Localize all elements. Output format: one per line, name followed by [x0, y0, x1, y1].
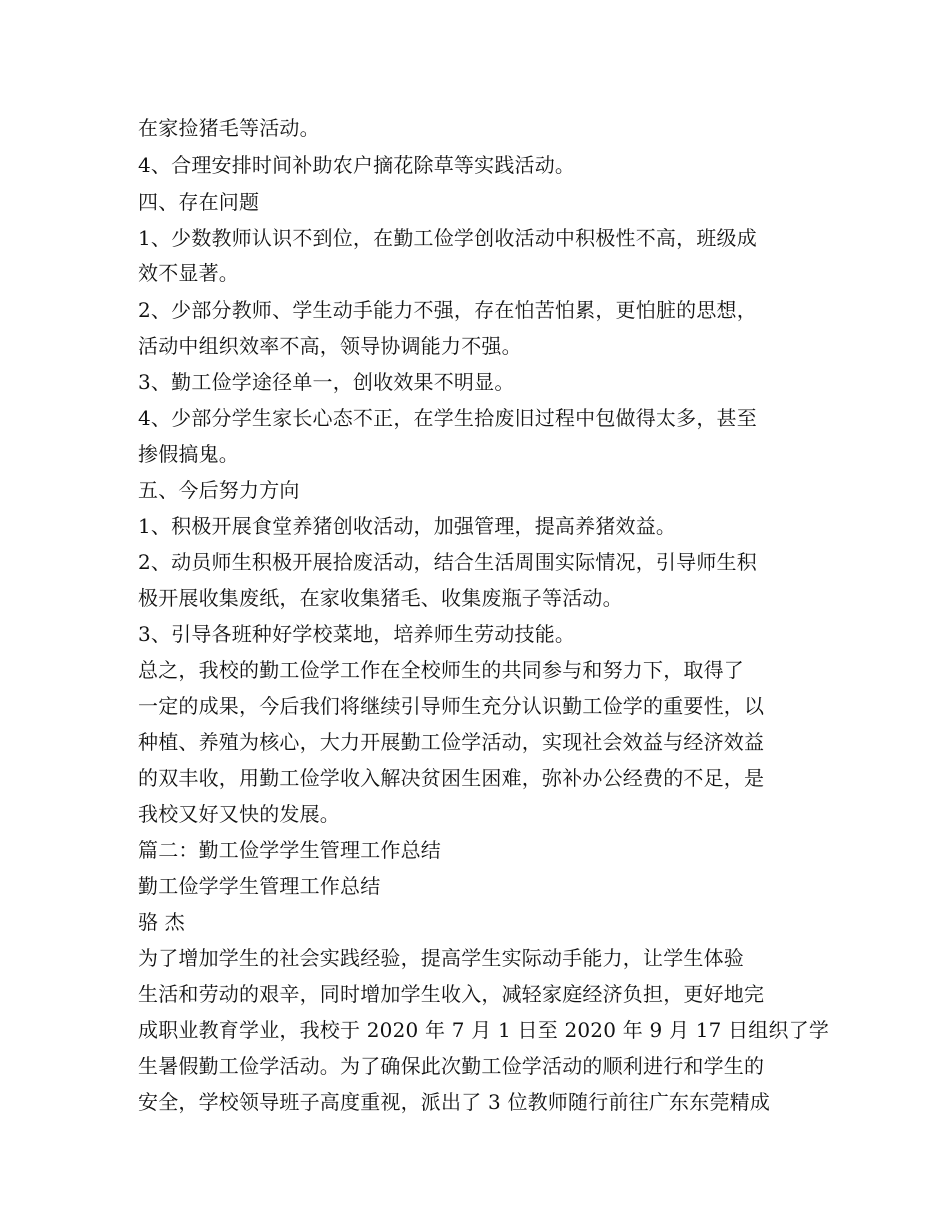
article-title: 篇二：勤工俭学学生管理工作总结 — [138, 838, 441, 862]
article-subtitle: 勤工俭学学生管理工作总结 — [138, 874, 381, 898]
section-heading: 五、今后努力方向 — [138, 478, 300, 502]
text-line: 为了增加学生的社会实践经验，提高学生实际动手能力，让学生体验 — [138, 946, 744, 970]
text-line: 3、引导各班种好学校菜地，培养师生劳动技能。 — [138, 622, 576, 646]
text-line: 安全，学校领导班子高度重视，派出了 3 位教师随行前往广东东莞精成 — [138, 1090, 771, 1114]
text-line: 一定的成果，今后我们将继续引导师生充分认识勤工俭学的重要性，以 — [138, 694, 765, 718]
text-line: 种植、养殖为核心，大力开展勤工俭学活动，实现社会效益与经济效益 — [138, 730, 765, 754]
text-line: 3、勤工俭学途径单一，创收效果不明显。 — [138, 370, 515, 394]
author-name: 骆 杰 — [138, 910, 185, 934]
text-line: 2、动员师生积极开展拾废活动，结合生活周围实际情况，引导师生积 — [138, 550, 757, 574]
text-line: 成职业教育学业，我校于 2020 年 7 月 1 日至 2020 年 9 月 17 日组织了学 — [138, 1018, 830, 1042]
text-line: 在家捡猪毛等活动。 — [138, 116, 320, 140]
text-line: 1、少数教师认识不到位，在勤工俭学创收活动中积极性不高，班级成 — [138, 226, 757, 250]
text-line: 总之，我校的勤工俭学工作在全校师生的共同参与和努力下，取得了 — [138, 658, 744, 682]
text-line: 掺假搞鬼。 — [138, 442, 239, 466]
text-line: 2、少部分教师、学生动手能力不强，存在怕苦怕累，更怕脏的思想， — [138, 298, 757, 322]
text-line: 我校又好又快的发展。 — [138, 802, 340, 826]
text-line: 的双丰收，用勤工俭学收入解决贫困生困难，弥补办公经费的不足，是 — [138, 766, 765, 790]
text-line: 4、少部分学生家长心态不正，在学生拾废旧过程中包做得太多，甚至 — [138, 406, 757, 430]
text-line: 1、积极开展食堂养猪创收活动，加强管理，提高养猪效益。 — [138, 514, 677, 538]
text-line: 生暑假勤工俭学活动。为了确保此次勤工俭学活动的顺利进行和学生的 — [138, 1054, 765, 1078]
text-line: 效不显著。 — [138, 261, 239, 285]
text-line: 活动中组织效率不高，领导协调能力不强。 — [138, 334, 522, 358]
text-line: 4、合理安排时间补助农户摘花除草等实践活动。 — [138, 153, 576, 177]
text-line: 极开展收集废纸，在家收集猪毛、收集废瓶子等活动。 — [138, 586, 623, 610]
section-heading: 四、存在问题 — [138, 190, 260, 214]
text-line: 生活和劳动的艰辛，同时增加学生收入，减轻家庭经济负担，更好地完 — [138, 982, 765, 1006]
